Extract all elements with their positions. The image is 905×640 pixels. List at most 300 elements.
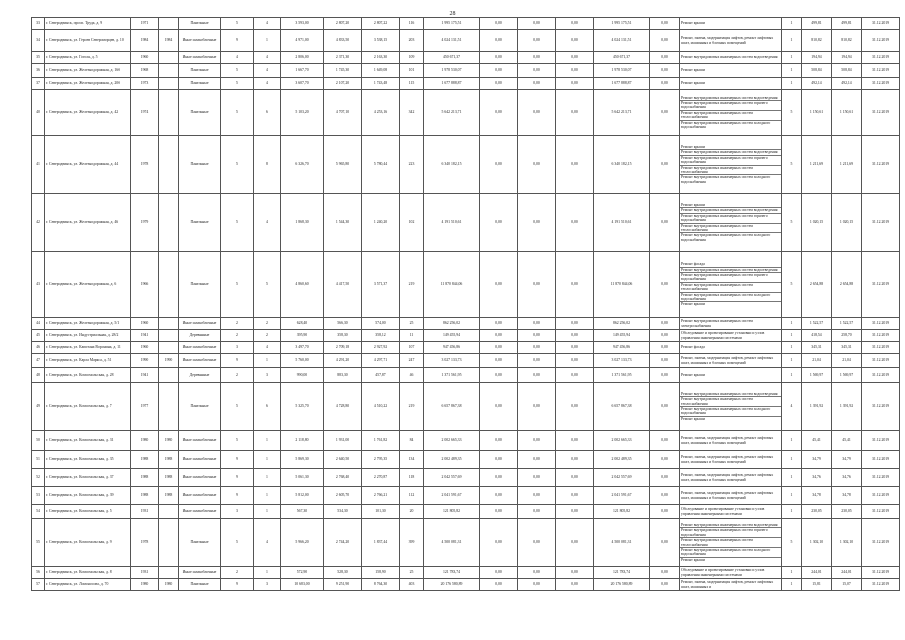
cell-date: 31.12.2019: [862, 451, 900, 469]
cell-cost: 20 176 580,89: [424, 579, 480, 591]
cell-en: 1: [254, 30, 281, 52]
cell-y2: [159, 342, 179, 354]
cell-n: 56: [32, 567, 45, 579]
cell-c5: 1 995 175,51: [594, 18, 650, 30]
cell-a2: 534,30: [324, 505, 362, 519]
cell-works: [680, 487, 782, 505]
cell-res: 102: [400, 194, 424, 252]
cell-a2: 1 745,30: [324, 64, 362, 78]
cell-c3: 0,00: [518, 487, 556, 505]
work-item: Ремонт внутридомовых инженерных систем холодного водоснабжения: [681, 175, 771, 184]
cell-p1: 1 020,15: [802, 194, 832, 252]
cell-date: 31.12.2019: [862, 78, 900, 90]
cell-c2: 0,00: [480, 194, 518, 252]
cell-y2: 1980: [159, 431, 179, 451]
work-item: Ремонт внутридомовых инженерных систем теплоснабжения: [680, 111, 781, 121]
work-item: Ремонт внутридомовых инженерных систем теплоснабжения: [680, 283, 781, 293]
cell-c5: 3 027 133,73: [594, 354, 650, 368]
cell-fl: 3: [221, 505, 254, 519]
cell-k: 1: [782, 431, 802, 451]
cell-addr: г. Северодвинск, ул. Комсомольская, д. 35: [45, 451, 131, 469]
cell-c4: 0,00: [556, 194, 594, 252]
cell-p2: 244,01: [832, 567, 862, 579]
cell-wall: Иные шлакоблочные: [179, 487, 221, 505]
work-item: Ремонт, замена, модернизация лифтов, ремонт лифтовых шахт, машинных и: [681, 580, 774, 589]
cell-c3: 0,00: [518, 519, 556, 567]
cell-c6: 0,00: [650, 383, 680, 431]
cell-y1: 1971: [131, 18, 159, 30]
cell-works: [680, 90, 782, 136]
cell-p2: 15,07: [832, 579, 862, 591]
cell-c2: 0,00: [480, 78, 518, 90]
cell-addr: г. Северодвинск, ул. Ломоносова, д. 70: [45, 579, 131, 591]
cell-a2: 4 417,50: [324, 252, 362, 318]
cell-fl: 5: [221, 194, 254, 252]
cell-y1: 1980: [131, 431, 159, 451]
table-row: [32, 64, 900, 78]
table-row: [32, 136, 900, 194]
cell-y1: 1988: [131, 469, 159, 487]
cell-a2: 566,30: [324, 318, 362, 330]
work-item: Ремонт внутридомовых инженерных систем водоотведения: [680, 96, 781, 101]
cell-addr: г. Северодвинск, ул. Гоголя, д. 5: [45, 52, 131, 64]
cell-p2: 499,81: [832, 18, 862, 30]
cell-n: 41: [32, 136, 45, 194]
cell-c2: 0,00: [480, 318, 518, 330]
cell-cost: 2 002 489,35: [424, 451, 480, 469]
table-row: [32, 252, 900, 318]
cell-c5: 450 671,37: [594, 52, 650, 64]
cell-c6: 0,00: [650, 18, 680, 30]
cell-addr: г. Северодвинск, ул. Железнодорожная, д. 20б: [45, 78, 131, 90]
cell-c4: 0,00: [556, 330, 594, 342]
cell-p1: 1 302,10: [802, 519, 832, 567]
cell-wall: Панельные: [179, 78, 221, 90]
cell-date: 31.12.2019: [862, 90, 900, 136]
cell-date: 31.12.2019: [862, 469, 900, 487]
table-row: [32, 505, 900, 519]
cell-p1: 810,82: [802, 30, 832, 52]
cell-a1: 5 760,00: [281, 354, 324, 368]
cell-en: 2: [254, 318, 281, 330]
cell-res: 403: [400, 579, 424, 591]
table-row: [32, 431, 900, 451]
cell-c4: 0,00: [556, 136, 594, 194]
cell-y1: 1980: [131, 579, 159, 591]
cell-c6: 0,00: [650, 368, 680, 383]
cell-works: [680, 318, 782, 330]
cell-c6: 0,00: [650, 330, 680, 342]
work-item: Ремонт внутридомовых инженерных систем горячего водоснабжения: [680, 273, 781, 283]
cell-k: 1: [782, 78, 802, 90]
work-item: Ремонт внутридомовых инженерных систем водоотведения: [680, 392, 781, 397]
cell-k: 5: [782, 90, 802, 136]
cell-a1: 5 812,00: [281, 487, 324, 505]
cell-a2: 2 744,20: [324, 519, 362, 567]
cell-a1: 572,90: [281, 567, 324, 579]
cell-c3: 0,00: [518, 567, 556, 579]
cell-en: 1: [254, 505, 281, 519]
cell-addr: г. Северодвинск, ул. Комсомольская, д. 39: [45, 487, 131, 505]
cell-cost: 6 657 867,38: [424, 383, 480, 431]
cell-c4: 0,00: [556, 469, 594, 487]
cell-n: 51: [32, 451, 45, 469]
cell-a2: 2 709,18: [324, 342, 362, 354]
cell-p1: 1 211,69: [802, 136, 832, 194]
cell-works: [680, 30, 782, 52]
cell-addr: г. Северодвинск, ул. Железнодорожная, д. 42: [45, 90, 131, 136]
cell-c5: 2 002 489,35: [594, 451, 650, 469]
cell-c5: 5 642 213,71: [594, 90, 650, 136]
cell-c4: 0,00: [556, 52, 594, 64]
cell-y2: [159, 519, 179, 567]
cell-c3: 0,00: [518, 318, 556, 330]
cell-c6: 0,00: [650, 579, 680, 591]
cell-a3: 3 538,15: [362, 30, 400, 52]
work-item: Ремонт фасада: [680, 262, 781, 267]
cell-c4: 0,00: [556, 342, 594, 354]
cell-fl: 5: [221, 90, 254, 136]
cell-date: 31.12.2019: [862, 18, 900, 30]
work-item: Ремонт внутридомовых инженерных систем электроснабжения: [681, 319, 753, 328]
cell-a1: 5 325,70: [281, 383, 324, 431]
cell-fl: 5: [221, 18, 254, 30]
cell-p2: 1 569,97: [832, 368, 862, 383]
cell-c6: 0,00: [650, 30, 680, 52]
cell-wall: Панельные: [179, 18, 221, 30]
cell-wall: Панельные: [179, 136, 221, 194]
cell-en: 4: [254, 78, 281, 90]
cell-a1: 4 860,60: [281, 252, 324, 318]
cell-addr: г. Северодвинск, ул. Железнодорожная, д. 5/1: [45, 318, 131, 330]
cell-works: [680, 354, 782, 368]
work-item: Ремонт крыши: [681, 21, 705, 26]
cell-cost: 4 191 510,61: [424, 194, 480, 252]
work-item: Ремонт крыши: [681, 416, 705, 421]
cell-a3: 4 510,22: [362, 383, 400, 431]
work-item: Ремонт внутридомовых инженерных систем холодного водоснабжения: [681, 233, 771, 242]
cell-cost: 121 805,82: [424, 505, 480, 519]
cell-k: 1: [782, 64, 802, 78]
cell-k: 1: [782, 342, 802, 354]
cell-c5: 2 002 665,33: [594, 431, 650, 451]
cell-n: 35: [32, 52, 45, 64]
cell-p1: 230,05: [802, 505, 832, 519]
cell-p2: 34,76: [832, 469, 862, 487]
cell-a2: 1 931,00: [324, 431, 362, 451]
cell-a2: 4 291,20: [324, 354, 362, 368]
cell-p2: 194,94: [832, 52, 862, 64]
cell-a1: 2 806,00: [281, 52, 324, 64]
cell-works: [680, 136, 782, 194]
cell-fl: 5: [221, 519, 254, 567]
table-row: [32, 30, 900, 52]
cell-c6: 0,00: [650, 78, 680, 90]
cell-k: 1: [782, 330, 802, 342]
cell-k: 1: [782, 567, 802, 579]
cell-addr: г. Северодвинск, ул. Комсомольская, д. 31: [45, 431, 131, 451]
cell-cost: 2 002 665,33: [424, 431, 480, 451]
cell-c4: 0,00: [556, 519, 594, 567]
work-item: Ремонт крыши: [681, 68, 705, 73]
work-item: Ремонт внутридомовых инженерных систем теплоснабжения: [680, 224, 781, 234]
cell-en: 6: [254, 90, 281, 136]
cell-p1: 1 391,92: [802, 383, 832, 431]
cell-a3: 457,87: [362, 368, 400, 383]
cell-en: 1: [254, 451, 281, 469]
cell-res: 118: [400, 469, 424, 487]
cell-cost: 121 783,74: [424, 567, 480, 579]
cell-a1: 990,00: [281, 368, 324, 383]
cell-fl: 9: [221, 354, 254, 368]
cell-a2: 528,30: [324, 567, 362, 579]
work-item: Ремонт внутридомовых инженерных систем горячего водоснабжения: [680, 528, 781, 538]
cell-works: [680, 52, 782, 64]
cell-c6: 0,00: [650, 451, 680, 469]
cell-a3: 2 807,22: [362, 18, 400, 30]
table-row: [32, 18, 900, 30]
page-number: 28: [449, 11, 456, 17]
cell-fl: 2: [221, 368, 254, 383]
work-item: Ремонт внутридомовых инженерных систем водоотведения: [680, 268, 781, 273]
cell-date: 31.12.2019: [862, 194, 900, 252]
cell-n: 43: [32, 252, 45, 318]
work-item: Ремонт, замена, модернизация лифтов, ремонт лифтовых шахт, машинных и блочных помещений: [681, 473, 774, 482]
cell-p2: 1 150,61: [832, 90, 862, 136]
table-row: [32, 487, 900, 505]
cell-date: 31.12.2019: [862, 136, 900, 194]
cell-addr: г. Северодвинск, ул. Героев Североморцев, д. 10: [45, 30, 131, 52]
cell-y1: 1988: [131, 451, 159, 469]
cell-a1: 3 593,00: [281, 18, 324, 30]
work-item: Ремонт фасада: [681, 345, 705, 350]
cell-c3: 0,00: [518, 136, 556, 194]
cell-c5: 6 340 182,15: [594, 136, 650, 194]
cell-c2: 0,00: [480, 519, 518, 567]
cell-works: [680, 252, 782, 318]
cell-fl: 5: [221, 252, 254, 318]
cell-c3: 0,00: [518, 383, 556, 431]
cell-a1: 5 061,30: [281, 469, 324, 487]
cell-c6: 0,00: [650, 52, 680, 64]
cell-a3: 1 649,08: [362, 64, 400, 78]
cell-c4: 0,00: [556, 567, 594, 579]
cell-y2: [159, 567, 179, 579]
cell-a1: 5 966,20: [281, 519, 324, 567]
cell-k: 1: [782, 318, 802, 330]
cell-fl: 9: [221, 30, 254, 52]
cell-fl: 5: [221, 64, 254, 78]
cell-y2: [159, 368, 179, 383]
cell-p2: 258,70: [832, 330, 862, 342]
cell-cost: 1 995 175,51: [424, 18, 480, 30]
cell-works: [680, 519, 782, 567]
cell-addr: г. Северодвинск, ул. Железнодорожная, д. 6: [45, 252, 131, 318]
cell-y2: [159, 194, 179, 252]
cell-y1: 1990: [131, 354, 159, 368]
cell-y1: 1977: [131, 383, 159, 431]
cell-p1: 345,31: [802, 342, 832, 354]
work-item: Ремонт внутридомовых инженерных систем горячего водоснабжения: [680, 214, 781, 224]
cell-y1: 1960: [131, 52, 159, 64]
cell-works: [680, 505, 782, 519]
cell-a3: 158,90: [362, 567, 400, 579]
cell-c6: 0,00: [650, 519, 680, 567]
cell-c5: 121 805,82: [594, 505, 650, 519]
cell-wall: Панельные: [179, 90, 221, 136]
cell-c5: 20 176 580,89: [594, 579, 650, 591]
work-item: Ремонт внутридомовых инженерных систем холодного водоснабжения: [680, 548, 781, 558]
cell-c3: 0,00: [518, 431, 556, 451]
cell-c4: 0,00: [556, 487, 594, 505]
cell-a1: 3 497,70: [281, 342, 324, 354]
cell-p2: 345,31: [832, 342, 862, 354]
work-item: Ремонт внутридомовых инженерных систем теплоснабжения: [680, 538, 781, 548]
table-row: [32, 383, 900, 431]
cell-cost: 4 500 081,31: [424, 519, 480, 567]
work-item: Ремонт, замена, модернизация лифтов, ремонт лифтовых шахт, машинных и блочных помещений: [681, 36, 774, 45]
cell-c5: 6 657 867,38: [594, 383, 650, 431]
cell-en: 8: [254, 136, 281, 194]
work-item: Ремонт крыши: [681, 302, 705, 307]
cell-works: [680, 330, 782, 342]
cell-res: 112: [400, 487, 424, 505]
cell-res: 247: [400, 354, 424, 368]
cell-c3: 0,00: [518, 469, 556, 487]
cell-works: [680, 18, 782, 30]
cell-p2: 45,41: [832, 431, 862, 451]
cell-c3: 0,00: [518, 52, 556, 64]
cell-a3: 1 240,20: [362, 194, 400, 252]
cell-a1: 5 869,30: [281, 451, 324, 469]
cell-n: 47: [32, 354, 45, 368]
cell-c3: 0,00: [518, 368, 556, 383]
cell-c4: 0,00: [556, 431, 594, 451]
cell-fl: 2: [221, 330, 254, 342]
table-row: [32, 52, 900, 64]
cell-en: 3: [254, 579, 281, 591]
cell-c2: 0,00: [480, 252, 518, 318]
cell-works: [680, 368, 782, 383]
cell-y2: [159, 64, 179, 78]
work-item: Ремонт внутридомовых инженерных систем горячего водоснабжения: [680, 101, 781, 111]
cell-cost: 1 371 561,95: [424, 368, 480, 383]
cell-addr: г. Северодвинск, ул. Железнодорожная, д. 16б: [45, 64, 131, 78]
cell-cost: 450 671,37: [424, 52, 480, 64]
cell-res: 101: [400, 64, 424, 78]
cell-c2: 0,00: [480, 383, 518, 431]
cell-date: 31.12.2019: [862, 567, 900, 579]
cell-wall: Иные шлакоблочные: [179, 30, 221, 52]
cell-en: 2: [254, 330, 281, 342]
cell-en: 1: [254, 487, 281, 505]
work-item: Ремонт внутридомовых инженерных систем холодного водоснабжения: [681, 120, 771, 129]
cell-date: 31.12.2019: [862, 519, 900, 567]
cell-y1: 1960: [131, 342, 159, 354]
cell-k: 5: [782, 194, 802, 252]
cell-c5: 1 978 530,07: [594, 64, 650, 78]
cell-c2: 0,00: [480, 487, 518, 505]
cell-c6: 0,00: [650, 194, 680, 252]
cell-c2: 0,00: [480, 368, 518, 383]
cell-a1: 6 326,70: [281, 136, 324, 194]
cell-a2: 358,30: [324, 330, 362, 342]
cell-a3: 2 163,30: [362, 52, 400, 64]
cell-c5: 4 500 081,31: [594, 519, 650, 567]
cell-wall: Панельные: [179, 194, 221, 252]
cell-y1: 1941: [131, 368, 159, 383]
cell-p1: 1 569,97: [802, 368, 832, 383]
cell-c2: 0,00: [480, 136, 518, 194]
cell-a3: 1 743,48: [362, 78, 400, 90]
cell-c4: 0,00: [556, 18, 594, 30]
cell-wall: Иные шлакоблочные: [179, 342, 221, 354]
cell-c4: 0,00: [556, 30, 594, 52]
cell-cost: 1 677 888,87: [424, 78, 480, 90]
cell-date: 31.12.2019: [862, 52, 900, 64]
cell-y1: 1979: [131, 194, 159, 252]
cell-c3: 0,00: [518, 579, 556, 591]
cell-c4: 0,00: [556, 64, 594, 78]
cell-n: 49: [32, 383, 45, 431]
cell-works: [680, 431, 782, 451]
cell-date: 31.12.2019: [862, 383, 900, 431]
cell-y1: 1978: [131, 136, 159, 194]
cell-cost: 3 027 133,73: [424, 354, 480, 368]
cell-y1: 1984: [131, 30, 159, 52]
work-item: Ремонт внутридомовых инженерных систем водоотведения: [680, 208, 781, 213]
cell-c3: 0,00: [518, 505, 556, 519]
cell-addr: г. Северодвинск, ул. Железнодорожная, д. 44: [45, 136, 131, 194]
cell-c4: 0,00: [556, 90, 594, 136]
buildings-table: [31, 17, 900, 591]
cell-y1: 1988: [131, 487, 159, 505]
cell-n: 54: [32, 505, 45, 519]
cell-n: 42: [32, 194, 45, 252]
cell-fl: 4: [221, 52, 254, 64]
cell-addr: г. Северодвинск, ул. Комсомольская, д. 28: [45, 368, 131, 383]
cell-p2: 508,84: [832, 64, 862, 78]
cell-c3: 0,00: [518, 451, 556, 469]
cell-cost: 149 455,94: [424, 330, 480, 342]
work-item: Обследование и проектирование установки и узлов управления инженерными системами: [681, 568, 765, 577]
work-item: Обследование и проектирование установки и узлов управления инженерными системами: [681, 507, 765, 516]
cell-a1: 567,30: [281, 505, 324, 519]
cell-k: 1: [782, 354, 802, 368]
cell-a2: 2 605,70: [324, 487, 362, 505]
cell-wall: Панельные: [179, 383, 221, 431]
cell-wall: Иные шлакоблочные: [179, 469, 221, 487]
cell-works: [680, 383, 782, 431]
work-item: Ремонт, замена, модернизация лифтов, ремонт лифтовых шахт, машинных и блочных помещений: [681, 356, 774, 365]
cell-a2: 2 768,40: [324, 469, 362, 487]
cell-works: [680, 451, 782, 469]
cell-res: 399: [400, 519, 424, 567]
cell-p1: 34,79: [802, 451, 832, 469]
cell-y2: [159, 78, 179, 90]
cell-date: 31.12.2019: [862, 354, 900, 368]
cell-c3: 0,00: [518, 354, 556, 368]
cell-cost: 11 870 844,06: [424, 252, 480, 318]
work-item: Обследование и проектирование установки и узлов управления инженерными системами: [681, 331, 765, 340]
table-row: [32, 90, 900, 136]
cell-c2: 0,00: [480, 64, 518, 78]
cell-res: 84: [400, 431, 424, 451]
cell-addr: г. Северодвинск, ул. Капитана Воронина, д. 11: [45, 342, 131, 354]
cell-c2: 0,00: [480, 30, 518, 52]
cell-c6: 0,00: [650, 342, 680, 354]
cell-k: 1: [782, 487, 802, 505]
